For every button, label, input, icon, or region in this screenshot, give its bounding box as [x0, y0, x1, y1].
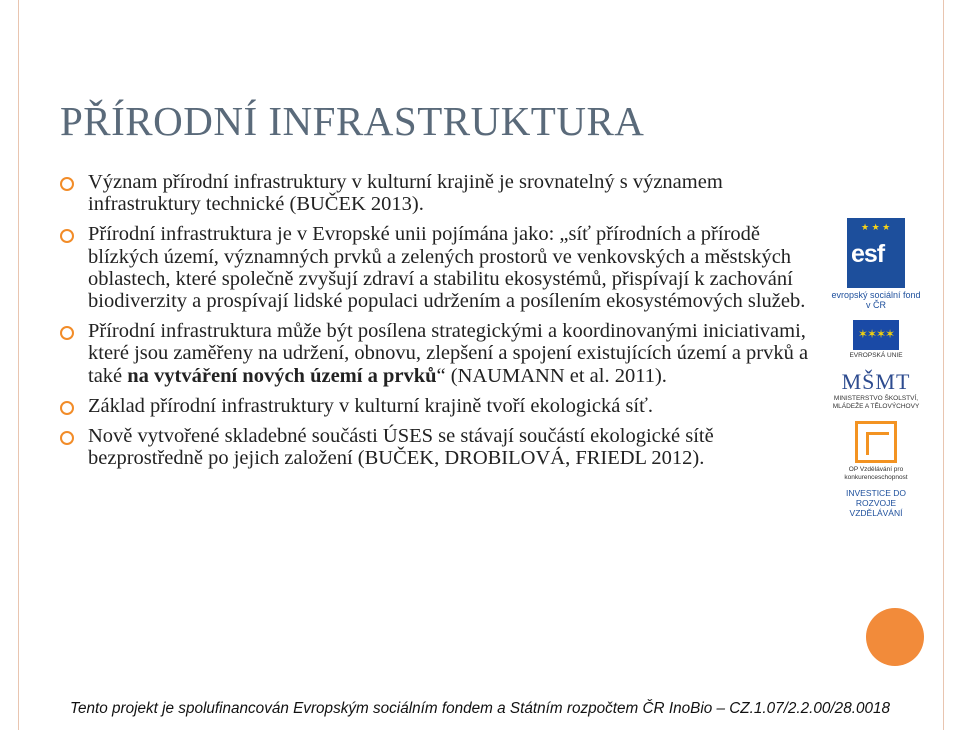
bullet-circle-icon [60, 229, 74, 243]
star-icon: ★ ★ ★ [861, 222, 891, 232]
bullet-circle-icon [60, 431, 74, 445]
esf-logo [847, 218, 905, 288]
op-caption: OP Vzdělávání pro konkurenceschopnost [844, 466, 908, 481]
bullet-item [60, 395, 830, 417]
bullet-item [60, 425, 830, 469]
bullet-text: Přírodní infrastruktura je v Evropské unii pojímána jako: „síť přírodních a přírodě blízkých území, významných prvků a zelených prostorů ve venkovských a městských oblastech, které společně zvyšují zdraví a stabilitu ekosystémů, přispívají k zachování biodiverzity a prospívají lidské populaci udržením a posílením ekosystémových služeb. [88, 223, 806, 313]
eu-caption: EVROPSKÁ UNIE [849, 352, 903, 359]
bullet-circle-icon [60, 177, 74, 191]
bullet-text-end: “ (NAUMANN et al. 2011). [436, 364, 667, 387]
op-logo-mark-icon [866, 432, 889, 455]
msmt-logo: MŠMT [841, 369, 911, 394]
bullet-circle-icon [60, 401, 74, 415]
esf-caption: evropský sociální fond v ČR [831, 290, 921, 310]
bullet-text: Základ přírodní infrastruktury v kulturní krajině tvoří ekologická síť. [88, 394, 653, 417]
msmt-caption: MINISTERSTVO ŠKOLSTVÍ, MLÁDEŽE A TĚLOVÝCHOVY [832, 395, 920, 410]
bullet-text-bold: na vytváření nových území a prvků [127, 364, 437, 387]
eu-flag-icon [853, 320, 899, 350]
bullet-circle-icon [60, 326, 74, 340]
bullet-text: Nově vytvořené skladebné součásti ÚSES se stávají součástí ekologické sítě bezprostředně po jejich založení (BUČEK, DROBILOVÁ, FRIEDL 2012). [88, 425, 714, 470]
bullet-item [60, 320, 830, 387]
bullet-list [60, 171, 830, 477]
investice-caption: INVESTICE DO ROZVOJE VZDĚLÁVÁNÍ [846, 488, 906, 518]
decorative-circle [866, 608, 924, 666]
footer-note: Tento projekt je spolufinancován Evropským sociálním fondem a Státním rozpočtem ČR InoBio – CZ.1.07/2.2.00/28.0018 [70, 700, 890, 717]
bullet-text-start: Přírodní infrastruktura může být posílena strategickými a koordinovanými iniciativami, které jsou zaměřeny na udržení, obnovu, zlepšení a spojení existujících území a prvků a také [88, 320, 809, 387]
bullet-item [60, 223, 830, 312]
op-vzdelavani-logo [855, 421, 897, 463]
slide-title: PŘÍRODNÍ INFRASTRUKTURA [60, 98, 645, 144]
sponsor-logos [830, 218, 922, 518]
esf-logo-text: esf [851, 240, 885, 268]
bullet-item [60, 171, 830, 215]
bullet-text: Význam přírodní infrastruktury v kulturní krajině je srovnatelný s významem infrastruktury technické (BUČEK 2013). [88, 171, 723, 216]
star-icon: ✶✶✶✶ [857, 327, 895, 341]
